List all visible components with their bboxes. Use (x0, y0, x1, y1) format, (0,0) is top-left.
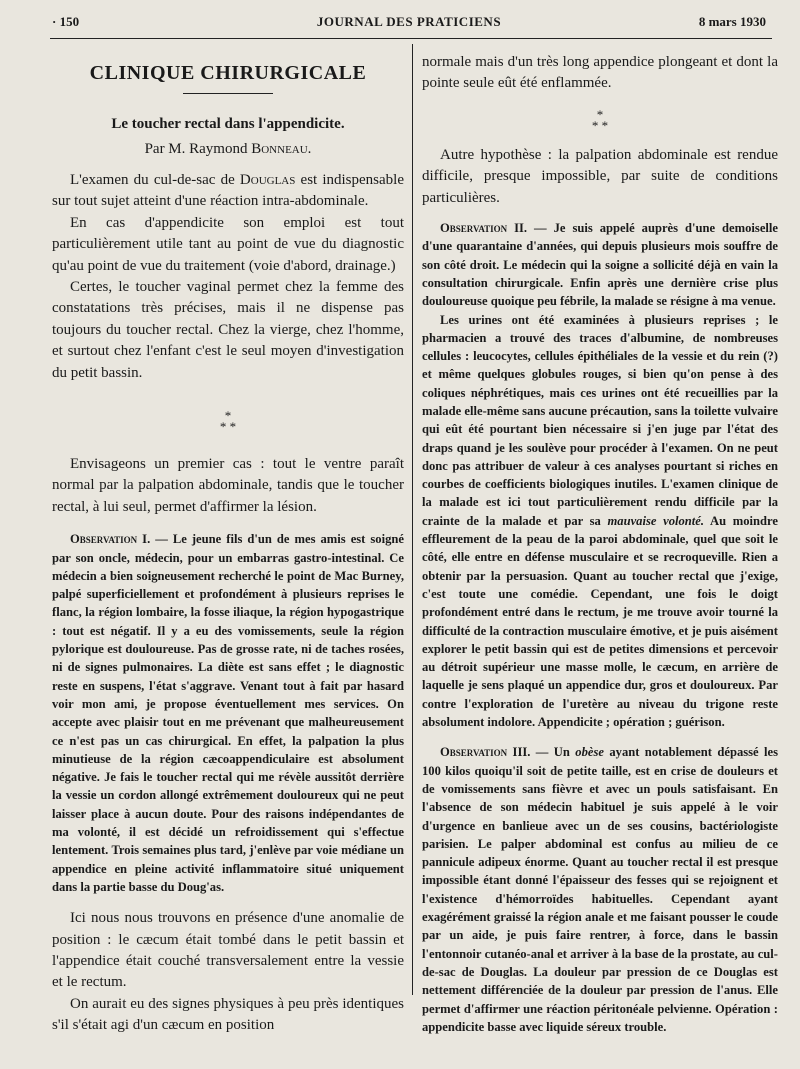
paragraph-anomalie: Ici nous nous trouvons en présence d'une anomalie de position : le cæcum était tombé dans le petit bassin et l'appendice était couché transversalement entre la vessie et le rectum. (52, 910, 404, 991)
paragraph-continuation: normale mais d'un très long appendice plongeant et dont la pointe seule eût été enflammée. (422, 54, 778, 92)
author-name: Bonneau. (251, 141, 312, 157)
emphasis-text: obèse (575, 745, 604, 760)
observation-label: Observation I. (70, 532, 151, 547)
star-bottom: * * (219, 419, 237, 435)
paragraph-premier-cas: Envisageons un premier cas : tout le ventre paraît normal par la palpation abdominale, tandis que le toucher rectal, à lui seul, permet d'affirmer la lésion. (52, 456, 404, 515)
paragraph-text: L'examen du cul-de-sac de (70, 172, 235, 188)
journal-title: JOURNAL DES PRATICIENS (316, 14, 502, 29)
paragraph-appendicite: En cas d'appendicite son emploi est tout particulièrement utile tant au point de vue du diagnostic qu'au point de vue du traitement (voie d'abord, drainage.) (52, 214, 404, 274)
douglas-name: Douglas (239, 172, 296, 188)
star-bottom: * * (591, 117, 609, 133)
title-rule (183, 93, 273, 94)
header-rule (50, 38, 772, 39)
article-title: Le toucher rectal dans l'appendicite. (111, 116, 345, 132)
star-top: * (224, 408, 232, 424)
observation-2 (422, 219, 778, 310)
section-title: CLINIQUE CHIRURGICALE (89, 62, 367, 84)
observation-text: — Un (535, 745, 570, 760)
emphasis-text: mauvaise volonté. (607, 513, 705, 528)
spacer (422, 209, 778, 219)
paragraph-urines (422, 311, 778, 732)
paragraph-toucher-vaginal: Certes, le toucher vaginal permet chez la femme des constatations très précises, mais il ne dispense pas toujours du toucher rectal. Chez la vierge, chez l'homme, et surtout chez l'enfant c'est le seul moyen d'investigation du petit bassin. (52, 279, 404, 381)
spacer (52, 518, 404, 530)
left-column (52, 52, 404, 1037)
paragraph-text: Les urines ont été examinées à plusieurs reprises ; le pharmacien a trouvé des traces d'albumine, de nombreuses cellules : leucocytes, cellules épithéliales de la vessie et du rein (?) et même quelques globules rouges, si bien qu'on pense à des coliques néphrétiques, mais ces urines ont été recueillies par la malade elle-même sans aucune précaution, sans la toilette vulvaire qui eût été pourtant bien nécessaire si j'en juge par l'état des draps quand je les soulève pour procéder à l'examen. On ne peut donc pas attribuer de valeur à ces analyses pourtant si riches en courbes de coefficients biologiques inutiles. L'examen clinique de la malade est ici tout particulièrement rendu difficile par la crainte de la malade et par sa (422, 312, 778, 528)
spacer (52, 896, 404, 908)
paragraph-signes-physiques: On aurait eu des signes physiques à peu près identiques s'il s'était agi d'un cæcum en position (52, 995, 404, 1034)
section-stars (52, 408, 404, 435)
section-stars (422, 106, 778, 133)
observation-1 (52, 530, 404, 896)
page-number: · 150 (52, 14, 80, 29)
right-column (422, 52, 778, 1036)
observation-3 (422, 743, 778, 1036)
star-top: * (596, 106, 604, 122)
observation-text: ayant notablement dépassé les 100 kilos quoiqu'il soit de petite taille, est en crise de douleurs et de vomissements sans fièvre et avec un pouls satisfaisant. En l'absence de son médecin habituel je suis appelé à le voir d'urgence en banlieue avec un de ses cousins, bactériologiste parisien. Le palper abdominal est confus au milieu de ce pannicule adipeux énorme. Quant au toucher rectal il est presque impossible étant donné l'épaisseur des fesses qui se rejoignent et l'existence d'hémorroïdes habituelles. Cependant ayant exagérément graissé la région anale et me faisant pousser le coude par un aide, je puis faire rentrer, à force, dans le bassin l'entonnoir cutanéo-anal et arriver à la base de la prostate, au cul-de-sac de Douglas. La douleur par pression de ce Douglas est nettement différenciée de la douleur par pression de l'anus. Elle permet d'affirmer une réaction péritonéale pelvienne. Opération : appendicite basse avec liquide séreux trouble. (422, 745, 779, 1034)
observation-label: Observation II. (440, 221, 528, 236)
issue-date: 8 mars 1930 (698, 14, 766, 29)
column-divider (412, 44, 413, 995)
observation-text: — Je suis appelé auprès d'une demoiselle d'une quarantaine d'années, qui depuis plusieurs mois souffre de son côté droit. Le médecin qui la soigne a sollicité déjà en vain la consultation chirurgicale. Enfin après une dernière crise plus douloureuse quoique peu fébrile, la malade se résigne à ma venue. (422, 221, 779, 309)
running-head (52, 14, 766, 34)
byline (52, 141, 404, 158)
paragraph-intro (52, 170, 404, 213)
spacer (422, 731, 778, 743)
observation-text: — Le jeune fils d'un de mes amis est soigné par son oncle, médecin, pour un embarras gastro-intestinal. Ce médecin a bien soigneusement recherché le point de Mac Burney, palpé superficiellement et profondément à plusieurs reprises le flanc, la région lombaire, la fosse iliaque, la région hypogastrique : tout est négatif. Il y a eu des vomissements, seule la région pylorique est douloureuse. Pas de grosse rate, ni de taches rosées, ni de signes pulmonaires. La diète est sans effet ; le diagnostic reste en suspens, l'état s'aggrave. Venant tout à fait par hasard voir mon ami, je propose éventuellement mes services. On accepte avec plaisir tout en me prévenant que malheureusement ce n'est pas un cas chirurgical. En effet, la palpation la plus minutieuse de la région cæcoappendiculaire est absolument négative. Je fais le toucher rectal qui me révèle aussitôt derrière la vessie un cordon allongé extrêmement douloureux qui ne peut laisser place à aucun doute. Pour des raisons indépendantes de ma volonté, il est décidé un refroidissement qui s'effectue lentement. Trois semaines plus tard, j'enlève par voie médiane un appendice en pleine activité inflammatoire situé uniquement dans la partie basse du Doug'as. (52, 532, 404, 894)
byline-prefix: Par M. Raymond (144, 141, 248, 157)
paragraph-text: est indispensable sur tout sujet atteint d'une réaction intra-abdominale. (52, 172, 404, 210)
paragraph-autre-hypothese: Autre hypothèse : la palpation abdominale est rendue difficile, presque impossible, par suite de conditions particulières. (422, 146, 778, 206)
observation-label: Observation III. (440, 745, 531, 760)
paragraph-text: Au moindre effleurement de la peau de la paroi abdominale, quel que soit le côté, elle entre en défense musculaire et se recroqueville. Rien a obtenir par la persuasion. Quant au toucher rectal que j'exige, c'est toute une comédie. Cependant, une fois le doigt profondément entré dans le rectum, je me trouve avoir tourné la difficulté de la contraction musculaire émotive, et je puis aisément explorer le petit bassin qui est de petites dimensions et percevoir au détroit supérieur une masse molle, le cæcum, en arrière de laquelle je sens plaqué un appendice dur, gros et douloureux. Par contre l'exploration de l'uretère au niveau du trigone reste absolument indolore. Appendicite ; opération ; guérison. (422, 513, 778, 730)
